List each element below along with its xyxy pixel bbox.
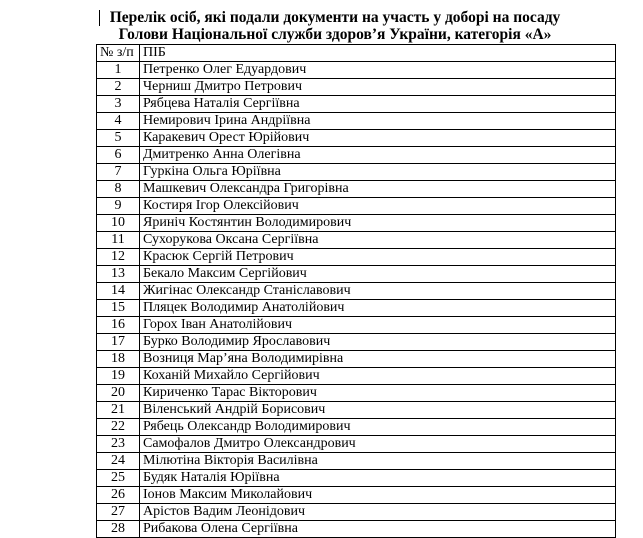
row-number: 22 — [97, 419, 140, 436]
table-row — [97, 181, 616, 198]
table-row — [97, 283, 616, 300]
row-full-name: Красюк Сергій Петрович — [140, 249, 616, 266]
row-number: 27 — [97, 504, 140, 521]
row-number: 17 — [97, 334, 140, 351]
table-row — [97, 504, 616, 521]
table-row — [97, 113, 616, 130]
table-row — [97, 79, 616, 96]
row-full-name: Рябець Олександр Володимирович — [140, 419, 616, 436]
row-number: 20 — [97, 385, 140, 402]
row-full-name: Віленський Андрій Борисович — [140, 402, 616, 419]
table-row — [97, 215, 616, 232]
row-number: 16 — [97, 317, 140, 334]
table-row — [97, 351, 616, 368]
table-row — [97, 385, 616, 402]
row-full-name: Рябцева Наталія Сергіївна — [140, 96, 616, 113]
row-full-name: Жигінас Олександр Станіславович — [140, 283, 616, 300]
header-number: № з/п — [97, 45, 140, 62]
row-number: 21 — [97, 402, 140, 419]
table-row — [97, 487, 616, 504]
row-number: 18 — [97, 351, 140, 368]
row-number: 6 — [97, 147, 140, 164]
row-number: 15 — [97, 300, 140, 317]
row-full-name: Коханій Михайло Сергійович — [140, 368, 616, 385]
table-header-row — [97, 45, 616, 62]
title-line-2: Голови Національної служби здоров’я України, категорія «А» — [118, 26, 552, 43]
row-full-name: Яриніч Костянтин Володимирович — [140, 215, 616, 232]
row-number: 25 — [97, 470, 140, 487]
row-full-name: Рибакова Олена Сергіївна — [140, 521, 616, 538]
row-number: 2 — [97, 79, 140, 96]
row-full-name: Мілютіна Вікторія Василівна — [140, 453, 616, 470]
row-full-name: Іонов Максим Миколайович — [140, 487, 616, 504]
row-number: 23 — [97, 436, 140, 453]
table-row — [97, 232, 616, 249]
row-full-name: Черниш Дмитро Петрович — [140, 79, 616, 96]
table-row — [97, 419, 616, 436]
table-row — [97, 164, 616, 181]
candidates-table — [96, 44, 616, 538]
row-number: 8 — [97, 181, 140, 198]
row-number: 19 — [97, 368, 140, 385]
row-full-name: Гуркіна Ольга Юріївна — [140, 164, 616, 181]
row-number: 4 — [97, 113, 140, 130]
row-number: 13 — [97, 266, 140, 283]
row-number: 28 — [97, 521, 140, 538]
row-full-name: Возниця Мар’яна Володимирівна — [140, 351, 616, 368]
row-number: 14 — [97, 283, 140, 300]
row-full-name: Будяк Наталія Юріївна — [140, 470, 616, 487]
row-full-name: Каракевич Орест Юрійович — [140, 130, 616, 147]
row-full-name: Бурко Володимир Ярославович — [140, 334, 616, 351]
row-full-name: Петренко Олег Едуардович — [140, 62, 616, 79]
table-row — [97, 300, 616, 317]
row-full-name: Кириченко Тарас Вікторович — [140, 385, 616, 402]
table-row — [97, 96, 616, 113]
table-row — [97, 249, 616, 266]
row-full-name: Машкевич Олександра Григорівна — [140, 181, 616, 198]
row-number: 26 — [97, 487, 140, 504]
row-full-name: Самофалов Дмитро Олександрович — [140, 436, 616, 453]
row-number: 5 — [97, 130, 140, 147]
table-row — [97, 62, 616, 79]
table-row — [97, 453, 616, 470]
table-row — [97, 436, 616, 453]
row-full-name: Горох Іван Анатолійович — [140, 317, 616, 334]
row-number: 7 — [97, 164, 140, 181]
row-number: 11 — [97, 232, 140, 249]
table-row — [97, 130, 616, 147]
table-row — [97, 402, 616, 419]
table-row — [97, 470, 616, 487]
row-full-name: Дмитренко Анна Олегівна — [140, 147, 616, 164]
table-row — [97, 317, 616, 334]
table-row — [97, 521, 616, 538]
row-full-name: Пляцек Володимир Анатолійович — [140, 300, 616, 317]
row-number: 3 — [97, 96, 140, 113]
row-number: 1 — [97, 62, 140, 79]
title-line-1: Перелік осіб, які подали документи на участь у доборі на посаду — [109, 9, 561, 26]
row-full-name: Арістов Вадим Леонідович — [140, 504, 616, 521]
row-number: 24 — [97, 453, 140, 470]
row-number: 10 — [97, 215, 140, 232]
header-name: ПІБ — [140, 45, 616, 62]
table-row — [97, 368, 616, 385]
table-row — [97, 147, 616, 164]
row-full-name: Бекало Максим Сергійович — [140, 266, 616, 283]
table-row — [97, 198, 616, 215]
document-title — [100, 9, 570, 43]
table-row — [97, 334, 616, 351]
row-full-name: Костиря Ігор Олексійович — [140, 198, 616, 215]
row-full-name: Немирович Ірина Андріївна — [140, 113, 616, 130]
table-row — [97, 266, 616, 283]
row-number: 12 — [97, 249, 140, 266]
row-number: 9 — [97, 198, 140, 215]
row-full-name: Сухорукова Оксана Сергіївна — [140, 232, 616, 249]
